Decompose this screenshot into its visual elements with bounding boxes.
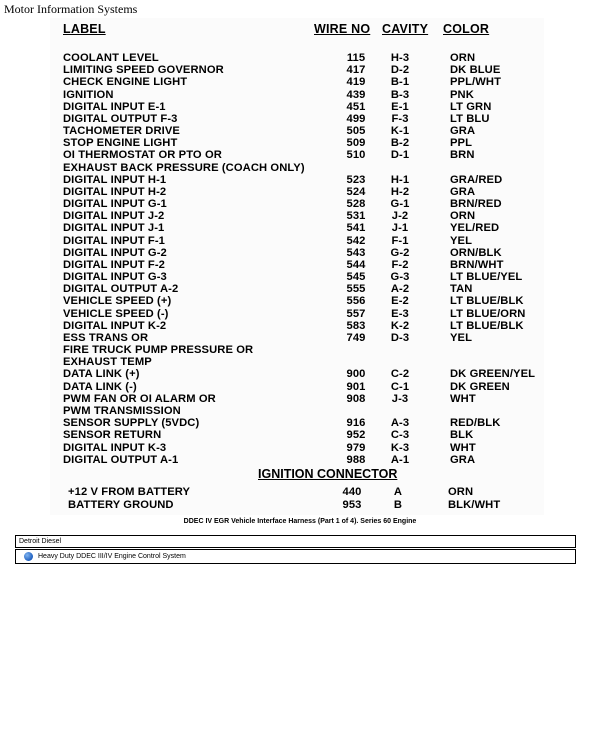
color-cell: DK GREEN <box>450 380 510 393</box>
label-cell: FIRE TRUCK PUMP PRESSURE OR <box>63 344 254 357</box>
wire-no-cell: 499 <box>346 112 366 125</box>
figure-caption: DDEC IV EGR Vehicle Interface Harness (Part 1 of 4). Series 60 Engine <box>183 518 417 525</box>
wire-no-column-header: WIRE NO <box>314 22 371 36</box>
label-cell: DIGITAL INPUT J-1 <box>63 222 165 235</box>
label-cell: DIGITAL INPUT H-2 <box>63 185 167 198</box>
color-cell: GRA <box>450 125 476 138</box>
cavity-cell: F-2 <box>391 258 409 271</box>
table-row <box>50 368 544 380</box>
color-cell: GRA/RED <box>450 173 503 186</box>
table-row <box>50 52 544 64</box>
cavity-cell: H-1 <box>390 173 410 186</box>
globe-icon <box>24 552 33 561</box>
cavity-cell: A-1 <box>390 453 410 466</box>
wire-no-cell: 583 <box>346 319 366 332</box>
wire-no-cell: 451 <box>346 100 366 113</box>
cavity-cell: E-2 <box>391 295 409 308</box>
color-cell: LT BLU <box>450 112 490 125</box>
table-row <box>50 417 544 429</box>
color-cell: LT GRN <box>450 100 492 113</box>
wire-no-cell: 510 <box>346 149 366 162</box>
table-row <box>50 149 544 161</box>
wire-no-cell: 749 <box>346 331 366 344</box>
label-cell: DIGITAL INPUT F-2 <box>63 258 165 271</box>
document-title-link[interactable]: Heavy Duty DDEC III/IV Engine Control System <box>38 553 186 560</box>
table-row <box>50 332 544 344</box>
cavity-column-header: CAVITY <box>382 22 429 36</box>
wiring-table-body <box>50 52 544 466</box>
cavity-cell: J-1 <box>391 222 409 235</box>
brand-bar <box>15 535 576 548</box>
page-header-title: Motor Information Systems <box>4 2 138 16</box>
table-header-row <box>50 18 544 42</box>
label-cell: PWM TRANSMISSION <box>63 404 181 417</box>
wire-no-cell: 900 <box>346 368 366 381</box>
color-cell: GRA <box>450 453 476 466</box>
table-row <box>50 295 544 307</box>
wire-no-cell: 545 <box>346 271 366 284</box>
table-row <box>50 344 544 356</box>
label-cell: SENSOR SUPPLY (5VDC) <box>63 417 200 430</box>
table-row <box>50 486 544 499</box>
table-row <box>50 259 544 271</box>
table-row <box>50 198 544 210</box>
label-cell: STOP ENGINE LIGHT <box>63 137 178 150</box>
label-cell: DIGITAL INPUT E-1 <box>63 100 166 113</box>
wire-no-cell: 419 <box>346 76 366 89</box>
color-cell: YEL <box>450 331 473 344</box>
label-cell: VEHICLE SPEED (-) <box>63 307 169 320</box>
cavity-cell: G-2 <box>390 246 410 259</box>
label-cell: OI THERMOSTAT OR PTO OR <box>63 149 222 162</box>
wire-no-cell: 417 <box>346 64 366 77</box>
wire-no-cell: 901 <box>346 380 366 393</box>
cavity-cell: G-3 <box>390 271 410 284</box>
color-cell: LT BLUE/BLK <box>450 319 524 332</box>
cavity-cell: K-3 <box>390 441 410 454</box>
color-cell: DK BLUE <box>450 64 501 77</box>
wire-no-cell: 523 <box>346 173 366 186</box>
table-row <box>50 271 544 283</box>
color-cell: BRN <box>450 149 475 162</box>
table-row <box>50 454 544 466</box>
wire-no-cell: 531 <box>346 210 366 223</box>
label-cell: DIGITAL INPUT H-1 <box>63 173 167 186</box>
color-cell: ORN <box>450 52 476 64</box>
cavity-cell: J-3 <box>391 392 409 405</box>
brand-label: Detroit Diesel <box>19 538 62 545</box>
label-cell: DIGITAL OUTPUT A-2 <box>63 283 179 296</box>
color-cell: LT BLUE/YEL <box>450 271 523 284</box>
cavity-cell: A <box>393 486 403 498</box>
color-cell: BRN/RED <box>450 198 502 211</box>
table-row <box>50 442 544 454</box>
wire-no-cell: 555 <box>346 283 366 296</box>
label-cell: PWM FAN OR OI ALARM OR <box>63 392 216 405</box>
color-cell: BLK/WHT <box>448 498 501 511</box>
table-row <box>50 162 544 174</box>
label-cell: CHECK ENGINE LIGHT <box>63 76 188 89</box>
cavity-cell: D-1 <box>390 149 410 162</box>
label-cell: SENSOR RETURN <box>63 429 162 442</box>
color-cell: DK GREEN/YEL <box>450 368 536 381</box>
color-cell: WHT <box>450 392 476 405</box>
label-cell: DIGITAL OUTPUT A-1 <box>63 453 179 466</box>
cavity-cell: B-1 <box>390 76 410 89</box>
ignition-connector-body <box>50 486 544 511</box>
color-cell: PPL <box>450 137 473 150</box>
wire-no-cell: 440 <box>342 486 362 498</box>
label-cell: DIGITAL INPUT G-1 <box>63 198 167 211</box>
color-column-header: COLOR <box>443 22 490 36</box>
label-cell: DIGITAL INPUT J-2 <box>63 210 165 223</box>
label-cell: DIGITAL INPUT F-1 <box>63 234 165 247</box>
table-row <box>50 308 544 320</box>
wire-no-cell: 542 <box>346 234 366 247</box>
ignition-connector-title: IGNITION CONNECTOR <box>258 467 398 481</box>
color-cell: LT BLUE/ORN <box>450 307 526 320</box>
label-cell: TACHOMETER DRIVE <box>63 125 180 138</box>
table-row <box>50 89 544 101</box>
color-cell: PPL/WHT <box>450 76 502 89</box>
label-cell: LIMITING SPEED GOVERNOR <box>63 64 224 77</box>
wire-no-cell: 953 <box>342 498 362 511</box>
table-row <box>50 101 544 113</box>
cavity-cell: G-1 <box>390 198 410 211</box>
label-cell: EXHAUST BACK PRESSURE (COACH ONLY) <box>63 161 305 174</box>
table-row <box>50 125 544 137</box>
table-row <box>50 381 544 393</box>
cavity-cell: E-1 <box>391 100 409 113</box>
cavity-cell: D-3 <box>390 331 410 344</box>
table-row <box>50 113 544 125</box>
label-cell: DIGITAL OUTPUT F-3 <box>63 112 178 125</box>
wire-no-cell: 439 <box>346 88 366 101</box>
wire-no-cell: 916 <box>346 417 366 430</box>
color-cell: GRA <box>450 185 476 198</box>
cavity-cell: C-3 <box>390 429 410 442</box>
color-cell: ORN <box>450 210 476 223</box>
table-row <box>50 429 544 441</box>
color-cell: BRN/WHT <box>450 258 504 271</box>
label-cell: VEHICLE SPEED (+) <box>63 295 172 308</box>
wire-no-cell: 544 <box>346 258 366 271</box>
cavity-cell: H-3 <box>390 52 410 64</box>
label-cell: IGNITION <box>63 88 114 101</box>
table-row <box>50 393 544 405</box>
wire-no-cell: 979 <box>346 441 366 454</box>
label-cell: DATA LINK (-) <box>63 380 137 393</box>
label-cell: COOLANT LEVEL <box>63 52 159 64</box>
wire-no-cell: 528 <box>346 198 366 211</box>
label-cell: DIGITAL INPUT G-3 <box>63 271 167 284</box>
cavity-cell: J-2 <box>391 210 409 223</box>
color-cell: PNK <box>450 88 474 101</box>
label-cell: DATA LINK (+) <box>63 368 140 381</box>
wire-no-cell: 908 <box>346 392 366 405</box>
label-cell: +12 V FROM BATTERY <box>68 486 191 498</box>
color-cell: WHT <box>450 441 476 454</box>
color-cell: YEL/RED <box>450 222 500 235</box>
wire-no-cell: 543 <box>346 246 366 259</box>
wiring-table-image <box>50 18 544 515</box>
label-cell: DIGITAL INPUT K-2 <box>63 319 167 332</box>
wire-no-cell: 509 <box>346 137 366 150</box>
label-cell: BATTERY GROUND <box>68 498 174 511</box>
table-row <box>50 210 544 222</box>
document-link-bar[interactable] <box>15 549 576 564</box>
cavity-cell: K-1 <box>390 125 410 138</box>
wire-no-cell: 115 <box>346 52 366 64</box>
color-cell: ORN/BLK <box>450 246 502 259</box>
cavity-cell: C-2 <box>390 368 410 381</box>
cavity-cell: D-2 <box>390 64 410 77</box>
table-row <box>50 405 544 417</box>
label-cell: ESS TRANS OR <box>63 331 149 344</box>
cavity-cell: F-3 <box>391 112 409 125</box>
color-cell: ORN <box>448 486 474 498</box>
label-cell: DIGITAL INPUT K-3 <box>63 441 167 454</box>
wire-no-cell: 557 <box>346 307 366 320</box>
cavity-cell: B-2 <box>390 137 410 150</box>
table-row <box>50 283 544 295</box>
wire-no-cell: 541 <box>346 222 366 235</box>
table-row <box>50 64 544 76</box>
cavity-cell: B-3 <box>390 88 410 101</box>
wire-no-cell: 505 <box>346 125 366 138</box>
color-cell: YEL <box>450 234 473 247</box>
label-cell: DIGITAL INPUT G-2 <box>63 246 167 259</box>
wire-no-cell: 952 <box>346 429 366 442</box>
label-column-header: LABEL <box>63 22 106 36</box>
wire-no-cell: 524 <box>346 185 366 198</box>
cavity-cell: K-2 <box>390 319 410 332</box>
table-row <box>50 247 544 259</box>
table-row <box>50 235 544 247</box>
cavity-cell: C-1 <box>390 380 410 393</box>
cavity-cell: E-3 <box>391 307 409 320</box>
table-row <box>50 76 544 88</box>
cavity-cell: A-2 <box>390 283 410 296</box>
table-row <box>50 320 544 332</box>
table-row <box>50 222 544 234</box>
color-cell: BLK <box>450 429 474 442</box>
table-row <box>50 186 544 198</box>
cavity-cell: A-3 <box>390 417 410 430</box>
cavity-cell: H-2 <box>390 185 410 198</box>
table-row <box>50 137 544 149</box>
color-cell: TAN <box>450 283 473 296</box>
wire-no-cell: 556 <box>346 295 366 308</box>
table-row <box>50 499 544 512</box>
cavity-cell: F-1 <box>391 234 409 247</box>
color-cell: LT BLUE/BLK <box>450 295 524 308</box>
cavity-cell: B <box>393 498 403 511</box>
table-row <box>50 356 544 368</box>
label-cell: EXHAUST TEMP <box>63 356 152 369</box>
wire-no-cell: 988 <box>346 453 366 466</box>
color-cell: RED/BLK <box>450 417 501 430</box>
table-row <box>50 174 544 186</box>
